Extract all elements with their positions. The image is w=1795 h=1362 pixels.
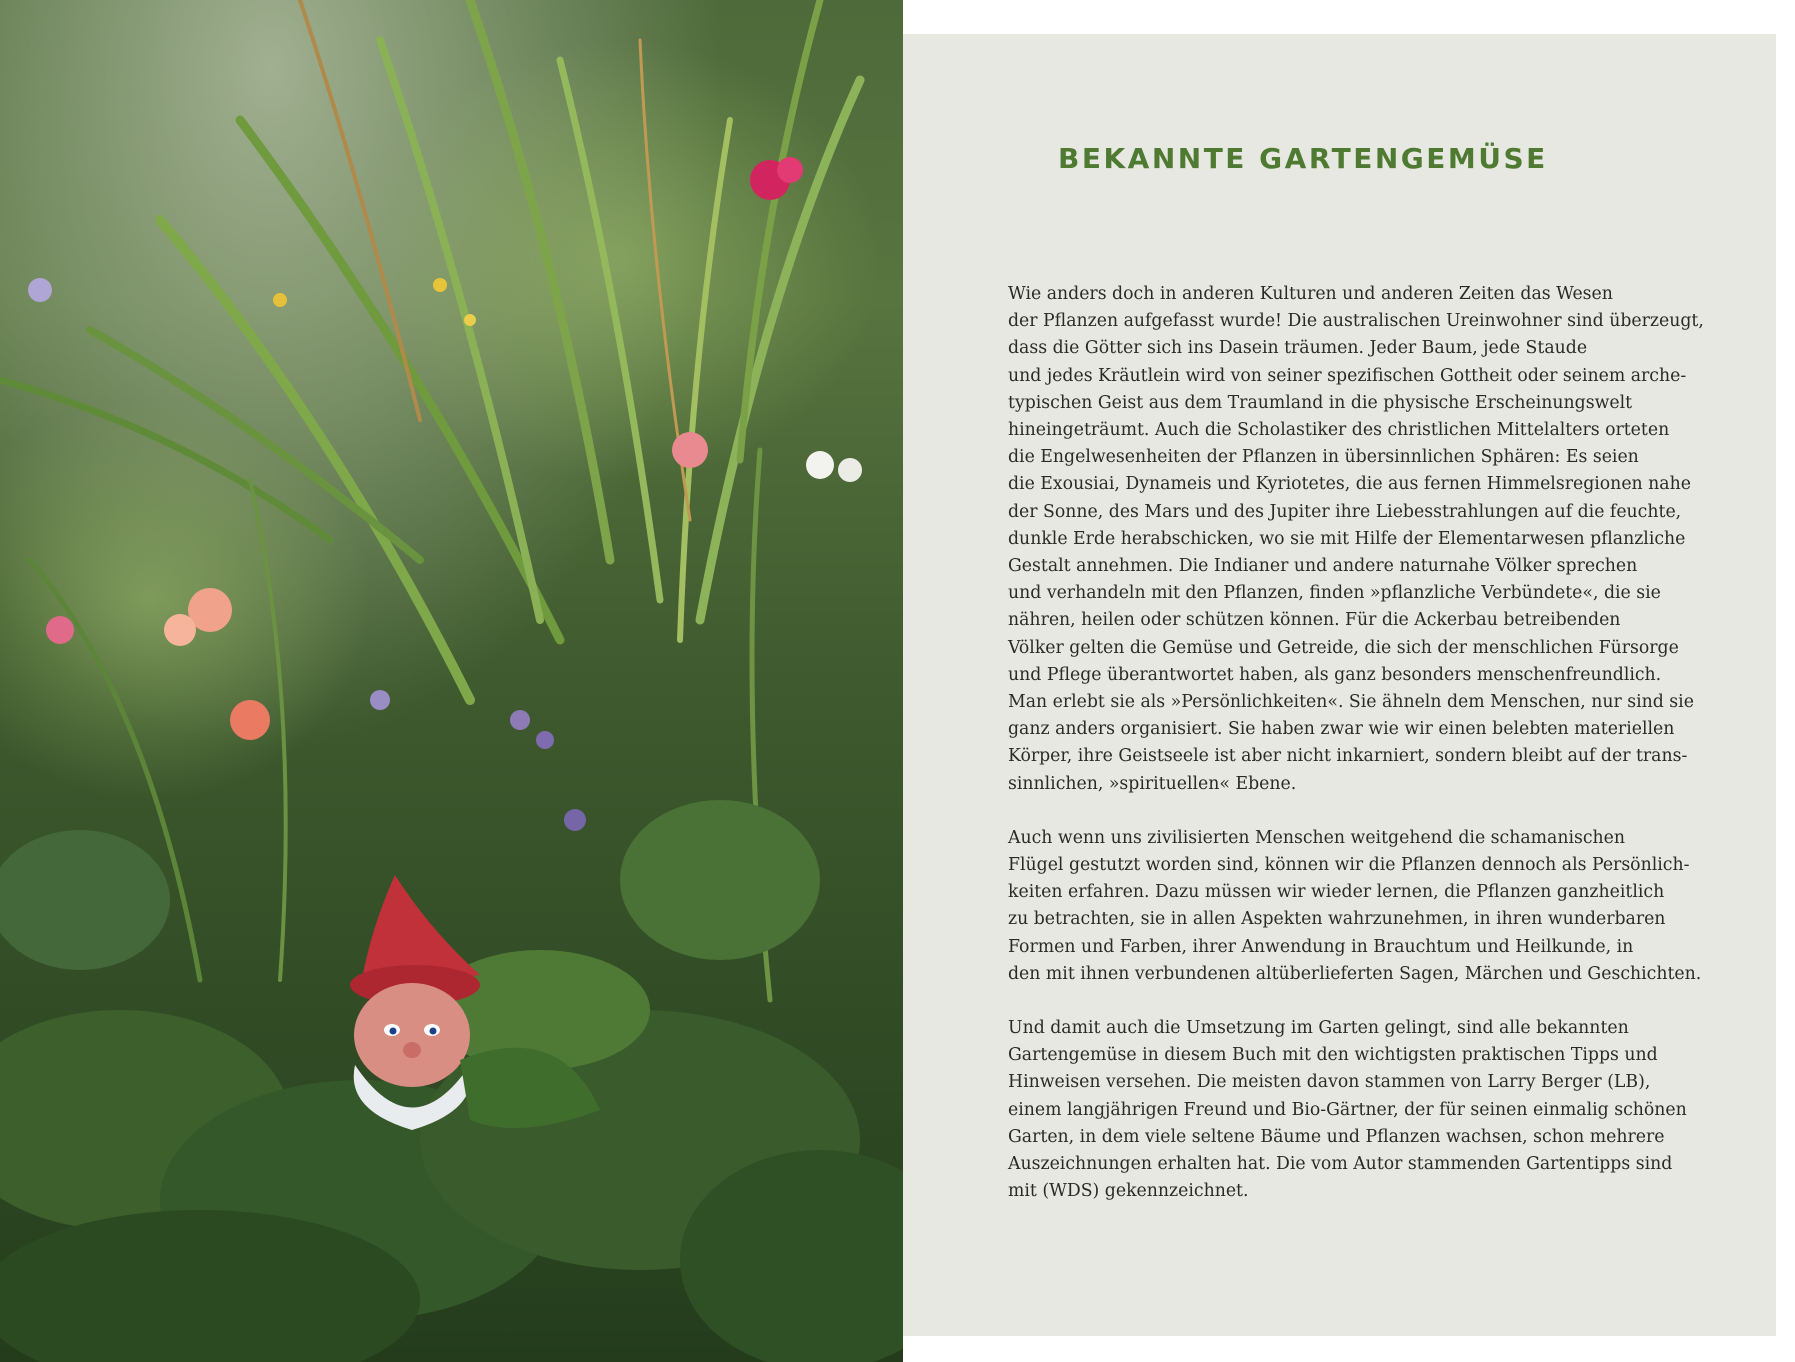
text-line: und verhandeln mit den Pflanzen, finden »pflanzliche Verbündete«, die sie (1008, 583, 1661, 604)
text-line: der Sonne, des Mars und des Jupiter ihre Liebesstrahlungen auf die feuchte, (1008, 501, 1682, 522)
text-line: Körper, ihre Geistseele ist aber nicht inkarniert, sondern bleibt auf der trans- (1008, 746, 1688, 767)
paragraph-3 (1008, 1015, 1698, 1205)
text-line: die Exousiai, Dynameis und Kyriotetes, die aus fernen Himmelsregionen nahe (1008, 474, 1691, 495)
text-line: Und damit auch die Umsetzung im Garten gelingt, sind alle bekannten (1008, 1018, 1629, 1039)
text-line: typischen Geist aus dem Traumland in die physische Erscheinungswelt (1008, 392, 1633, 413)
paragraph-1 (1008, 281, 1704, 798)
text-line: Hinweisen versehen. Die meisten davon stammen von Larry Berger (LB), (1008, 1072, 1651, 1093)
text-line: Wie anders doch in anderen Kulturen und anderen Zeiten das Wesen (1008, 284, 1613, 304)
text-line: nähren, heilen oder schützen können. Für die Ackerbau betreibenden (1008, 610, 1621, 631)
text-line: Völker gelten die Gemüse und Getreide, die sich der menschlichen Fürsorge (1008, 637, 1679, 658)
text-line: zu betrachten, sie in allen Aspekten wahrzunehmen, in ihren wunderbaren (1008, 909, 1666, 930)
text-line: dunkle Erde herabschicken, wo sie mit Hilfe der Elementarwesen pflanzliche (1008, 528, 1686, 549)
text-line: sinnlichen, »spirituellen« Ebene. (1008, 773, 1297, 794)
text-line: ganz anders organisiert. Sie haben zwar wie wir einen belebten materiellen (1008, 719, 1675, 740)
section-heading: BEKANNTE GARTENGEMÜSE (1058, 142, 1548, 175)
text-line: Auch wenn uns zivilisierten Menschen weitgehend die schamanischen (1008, 827, 1626, 848)
text-line: Formen und Farben, ihrer Anwendung in Brauchtum und Heilkunde, in (1008, 936, 1634, 957)
text-panel (903, 34, 1776, 1336)
text-line: Gartengemüse in diesem Buch mit den wichtigsten praktischen Tipps und (1008, 1045, 1658, 1066)
text-line: und Pflege überantwortet haben, als ganz besonders menschenfreundlich. (1008, 664, 1662, 685)
text-line: Auszeichnungen erhalten hat. Die vom Autor stammenden Gartentipps sind (1008, 1154, 1673, 1175)
text-line: Garten, in dem viele seltene Bäume und Pflanzen wachsen, schon mehrere (1008, 1126, 1665, 1147)
text-line: mit (WDS) gekennzeichnet. (1008, 1181, 1249, 1202)
text-line: dass die Götter sich ins Dasein träumen. Jeder Baum, jede Staude (1008, 338, 1588, 359)
paragraph-2 (1008, 825, 1702, 988)
text-line: Flügel gestutzt worden sind, können wir die Pflanzen dennoch als Persönlich- (1008, 855, 1690, 876)
text-line: und jedes Kräutlein wird von seiner spezifischen Gottheit oder seinem arche- (1008, 365, 1687, 386)
text-line: Man erlebt sie als »Persönlichkeiten«. Sie ähneln dem Menschen, nur sind sie (1008, 692, 1694, 713)
text-line: keiten erfahren. Dazu müssen wir wieder lernen, die Pflanzen ganzheitlich (1008, 882, 1665, 903)
text-line: hineingeträumt. Auch die Scholastiker des christlichen Mittelalters orteten (1008, 420, 1670, 441)
text-line: der Pflanzen aufgefasst wurde! Die australischen Ureinwohner sind überzeugt, (1008, 311, 1704, 332)
text-line: die Engelwesenheiten der Pflanzen in übersinnlichen Sphären: Es seien (1008, 447, 1639, 468)
text-line: den mit ihnen verbundenen altüberlieferten Sagen, Märchen und Geschichten. (1008, 963, 1702, 984)
body-text (1008, 281, 1704, 1233)
text-line: einem langjährigen Freund und Bio-Gärtner, der für seinen einmalig schönen (1008, 1099, 1687, 1120)
text-line: Gestalt annehmen. Die Indianer und andere naturnahe Völker sprechen (1008, 556, 1638, 577)
